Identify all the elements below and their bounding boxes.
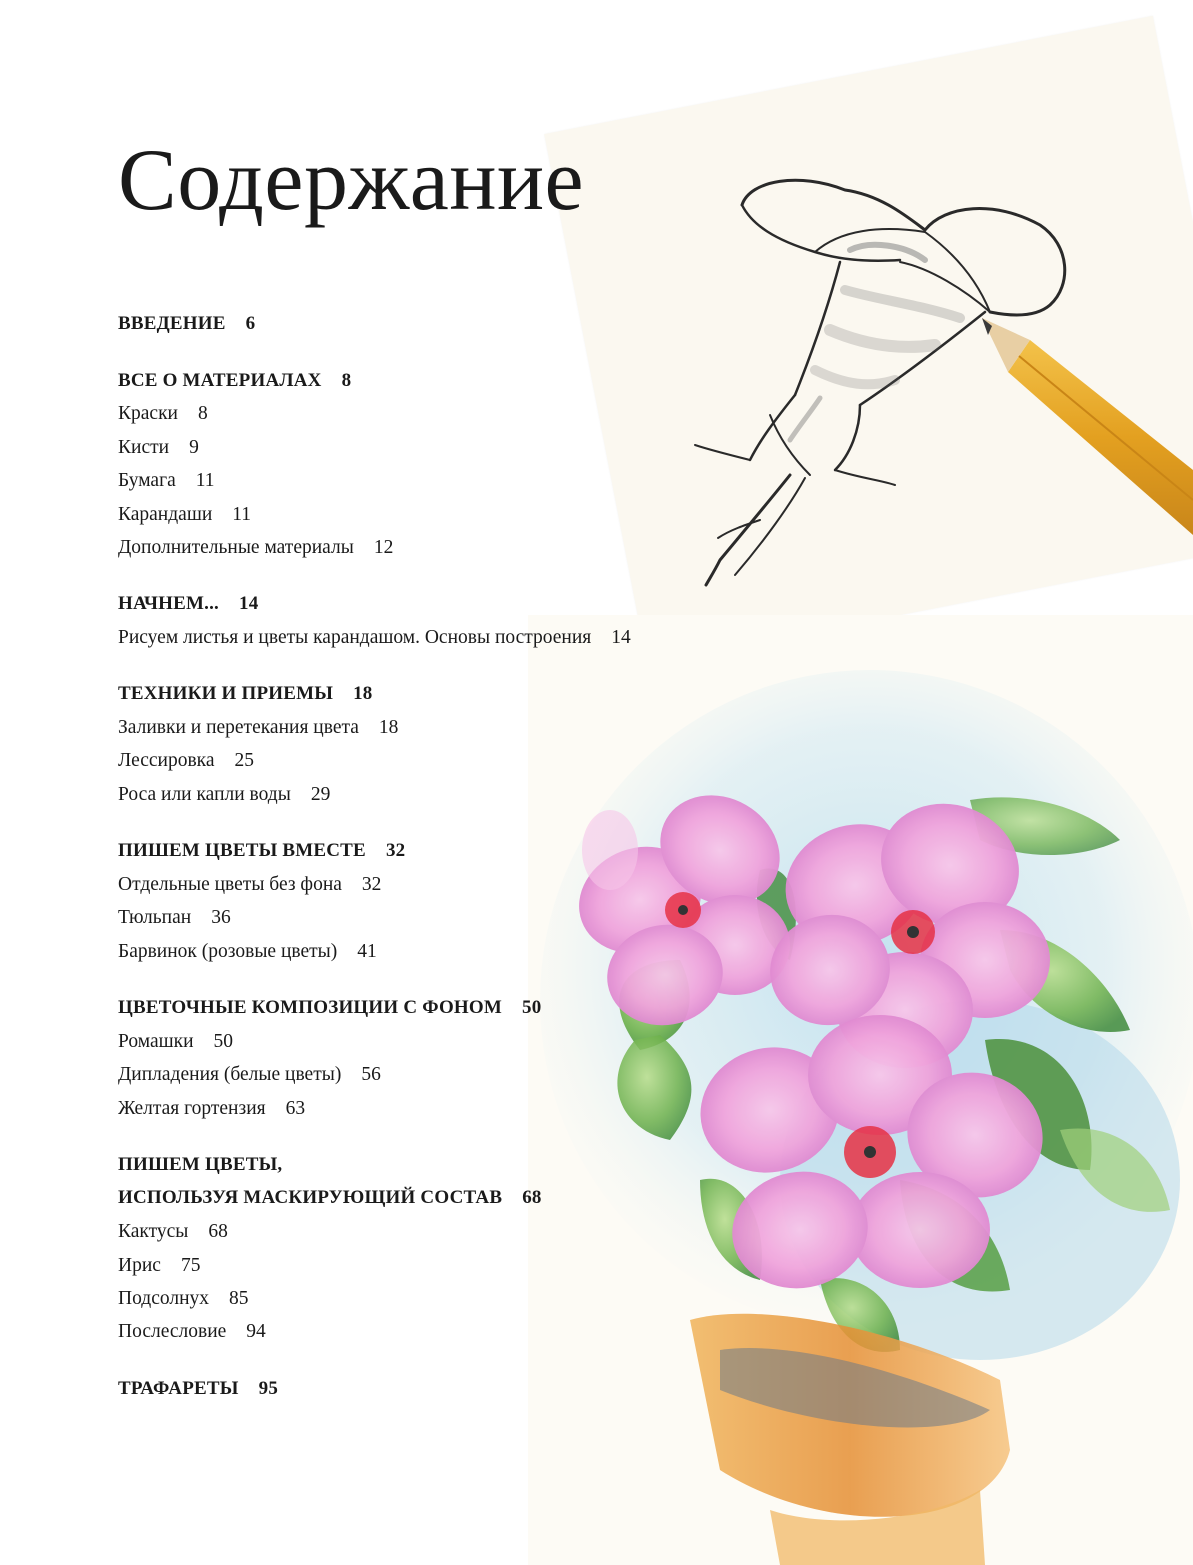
toc-page-number: 8 [341, 370, 352, 391]
toc-entry-text: Тюльпан [118, 907, 192, 928]
toc-page-number: 9 [189, 437, 199, 458]
toc-entry [118, 1253, 200, 1279]
toc-entry [118, 1286, 249, 1312]
toc-entry-text: Дополнительные материалы [118, 537, 354, 558]
toc-entry [118, 838, 405, 864]
toc-entry [118, 1219, 228, 1245]
toc-entry [118, 681, 373, 707]
toc-entry [118, 905, 231, 931]
toc-page-number: 95 [258, 1378, 279, 1399]
toc-entry-text: ИСПОЛЬЗУЯ МАСКИРУЮЩИЙ СОСТАВ [118, 1187, 503, 1208]
toc-page-number: 63 [285, 1098, 306, 1119]
pencil-icon [982, 318, 1193, 535]
toc-entry [118, 1152, 282, 1178]
toc-entry-text: Кисти [118, 437, 170, 458]
toc-entry-text: Карандаши [118, 504, 213, 525]
toc-entry-text: Подсолнух [118, 1288, 210, 1309]
toc-entry-text: Ромашки [118, 1031, 194, 1052]
toc-entry [118, 748, 254, 774]
page-title: Содержание [118, 132, 585, 229]
toc-entry [118, 535, 393, 561]
toc-entry-text: Рисуем листья и цветы карандашом. Основы построения [118, 627, 592, 648]
toc-page-number: 68 [208, 1221, 228, 1242]
toc-entry [118, 715, 398, 741]
toc-page-number: 50 [522, 997, 542, 1018]
toc-entry-text: Желтая гортензия [118, 1098, 266, 1119]
toc-page-number: 11 [195, 470, 215, 491]
toc-page-number: 25 [234, 750, 255, 771]
toc-entry [118, 1319, 266, 1345]
toc-entry-text: Барвинок (розовые цветы) [118, 941, 338, 962]
toc-entry [118, 1029, 233, 1055]
toc-entry-text: ВСЕ О МАТЕРИАЛАХ [118, 370, 322, 391]
toc-entry [118, 435, 199, 461]
toc-entry-text: ПИШЕМ ЦВЕТЫ, [118, 1154, 283, 1175]
toc-page-number: 12 [373, 537, 394, 558]
toc-entry-text: ТРАФАРЕТЫ [118, 1378, 239, 1399]
toc-entry [118, 591, 258, 617]
watercolor-periwinkle-pot [540, 670, 1193, 1565]
toc-entry-text: Ирис [118, 1255, 161, 1276]
toc-page-number: 50 [213, 1031, 234, 1052]
toc-page-number: 8 [197, 403, 208, 424]
toc-page-number: 32 [385, 840, 406, 861]
toc-entry-text: ВВЕДЕНИЕ [118, 313, 226, 334]
toc-entry-text: Дипладения (белые цветы) [118, 1064, 342, 1085]
toc-page-number: 14 [239, 593, 259, 614]
toc-entry [118, 368, 351, 394]
toc-entry [118, 1062, 381, 1088]
pencil-sketch-flower [695, 180, 1065, 585]
toc-entry-text: Роса или капли воды [118, 784, 291, 805]
toc-entry-text: ТЕХНИКИ И ПРИЕМЫ [118, 683, 334, 704]
toc-entry-text: Краски [118, 403, 178, 424]
toc-page-number: 6 [245, 313, 256, 334]
toc-entry-text: Кактусы [118, 1221, 189, 1242]
toc-page-number: 32 [361, 874, 382, 895]
toc-page-number: 29 [310, 784, 331, 805]
toc-page-number: 18 [353, 683, 373, 704]
toc-page-number: 18 [378, 717, 399, 738]
toc-entry-text: Бумага [118, 470, 176, 491]
toc-entry [118, 1096, 305, 1122]
toc-entry [118, 625, 631, 651]
toc-entry [118, 782, 330, 808]
toc-entry-text: ЦВЕТОЧНЫЕ КОМПОЗИЦИИ С ФОНОМ [118, 997, 503, 1018]
toc-page-number: 36 [211, 907, 231, 928]
toc-page-number: 68 [522, 1187, 542, 1208]
toc-page-number: 75 [180, 1255, 201, 1276]
toc-page-number: 41 [357, 941, 377, 962]
toc-entry-text: НАЧНЕМ... [118, 593, 219, 614]
toc-entry [118, 872, 381, 898]
toc-entry-text: Отдельные цветы без фона [118, 874, 342, 895]
toc-entry [118, 1185, 542, 1211]
toc-entry [118, 401, 208, 427]
toc-entry-text: Лессировка [118, 750, 215, 771]
toc-entry-text: Заливки и перетекания цвета [118, 717, 359, 738]
toc-page-number: 11 [232, 504, 252, 525]
toc-page-number: 85 [229, 1288, 249, 1309]
toc-entry [118, 1376, 278, 1402]
toc-page-number: 94 [246, 1321, 266, 1342]
toc-entry-text: Послесловие [118, 1321, 227, 1342]
toc-entry [118, 939, 377, 965]
toc-entry [118, 468, 215, 494]
toc-entry-text: ПИШЕМ ЦВЕТЫ ВМЕСТЕ [118, 840, 366, 861]
toc-entry [118, 995, 541, 1021]
toc-entry [118, 311, 255, 337]
toc-page-number: 14 [611, 627, 631, 648]
toc-page-number: 56 [361, 1064, 381, 1085]
toc-entry [118, 502, 251, 528]
